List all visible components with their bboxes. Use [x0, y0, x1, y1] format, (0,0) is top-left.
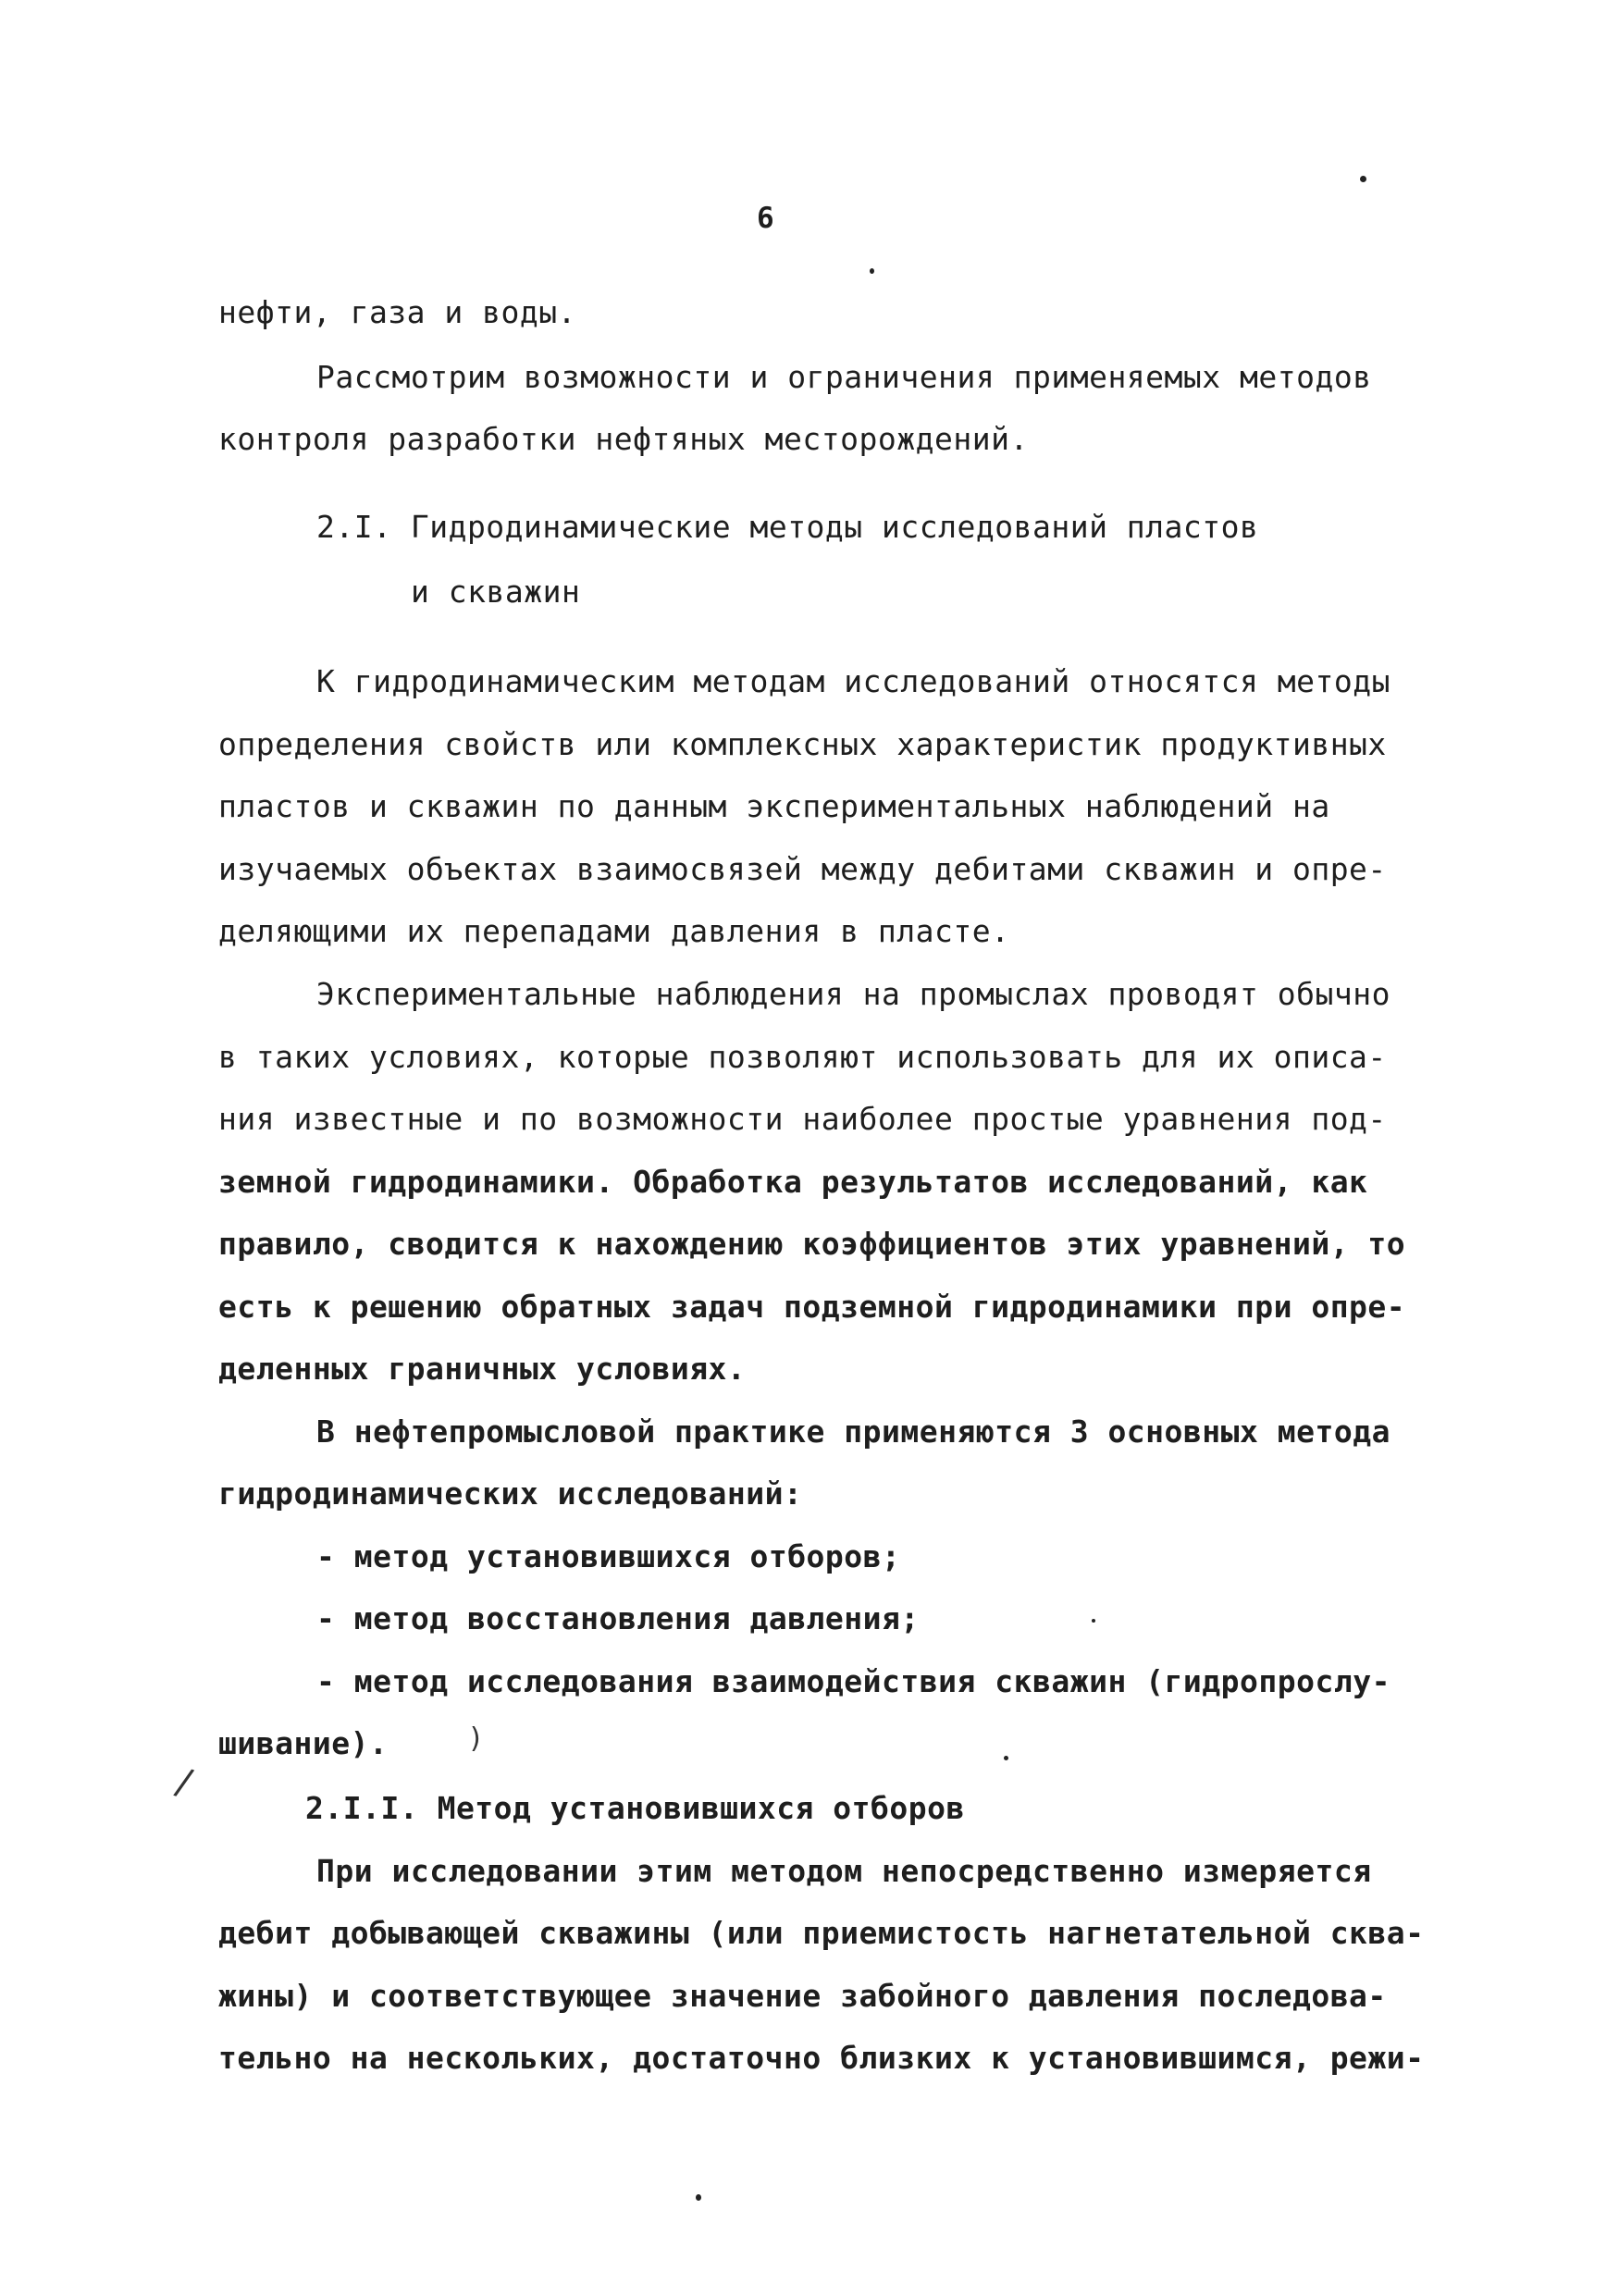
section-heading-continuation: и скважин [411, 574, 581, 610]
text-line: При исследовании этим методом непосредственно измеряется [316, 1853, 1372, 1889]
text-line: пластов и скважин по данным экспериментальных наблюдений на [218, 788, 1330, 824]
scan-speck [696, 2194, 701, 2201]
text-line: правило, сводится к нахождению коэффициентов этих уравнений, то [218, 1226, 1406, 1262]
list-item: - метод исследования взаимодействия скважин (гидропрослу- [316, 1663, 1390, 1699]
stray-pen-mark: / [171, 1760, 197, 1805]
text-line: жины) и соответствующее значение забойного давления последова- [218, 1978, 1387, 2014]
text-line: ния известные и по возможности наиболее простые уравнения под- [218, 1101, 1387, 1137]
text-line: деленных граничных условиях. [218, 1351, 747, 1387]
list-item-continuation: шивание). [218, 1725, 389, 1761]
text-line: определения свойств или комплексных характеристик продуктивных [218, 726, 1387, 762]
text-line: гидродинамических исследований: [218, 1475, 803, 1512]
scan-speck [870, 268, 874, 274]
text-line: земной гидродинамики. Обработка результатов исследований, как [218, 1164, 1368, 1200]
text-line: есть к решению обратных задач подземной гидродинамики при опре- [218, 1289, 1406, 1325]
text-line: Рассмотрим возможности и ограничения применяемых методов [316, 359, 1372, 395]
scan-speck [1004, 1756, 1008, 1760]
page-number: 6 [757, 202, 774, 235]
text-line: контроля разработки нефтяных месторождений. [218, 421, 1029, 457]
text-line: изучаемых объектах взаимосвязей между дебитами скважин и опре- [218, 851, 1387, 887]
list-item: - метод установившихся отборов; [316, 1538, 901, 1574]
stray-pen-mark: ) [470, 1722, 481, 1755]
text-line: дебит добывающей скважины (или приемистость нагнетательной сква- [218, 1915, 1425, 1951]
scan-speck [1360, 176, 1366, 182]
text-line: в таких условиях, которые позволяют использовать для их описа- [218, 1039, 1387, 1075]
list-item: - метод восстановления давления; [316, 1600, 920, 1636]
text-line: В нефтепромысловой практике применяются 3 основных метода [316, 1413, 1390, 1450]
text-line: тельно на нескольких, достаточно близких к установившимся, режи- [218, 2040, 1425, 2076]
text-line: нефти, газа и воды. [218, 294, 576, 330]
text-line: Экспериментальные наблюдения на промыслах проводят обычно [316, 976, 1390, 1012]
scan-speck [1092, 1619, 1095, 1623]
text-line: К гидродинамическим методам исследований относятся методы [316, 663, 1390, 699]
text-line: деляющими их перепадами давления в пласте. [218, 913, 1010, 949]
section-heading: 2.I. Гидродинамические методы исследований пластов [316, 509, 1259, 545]
subsection-heading: 2.I.I. Метод установившихся отборов [305, 1790, 965, 1826]
